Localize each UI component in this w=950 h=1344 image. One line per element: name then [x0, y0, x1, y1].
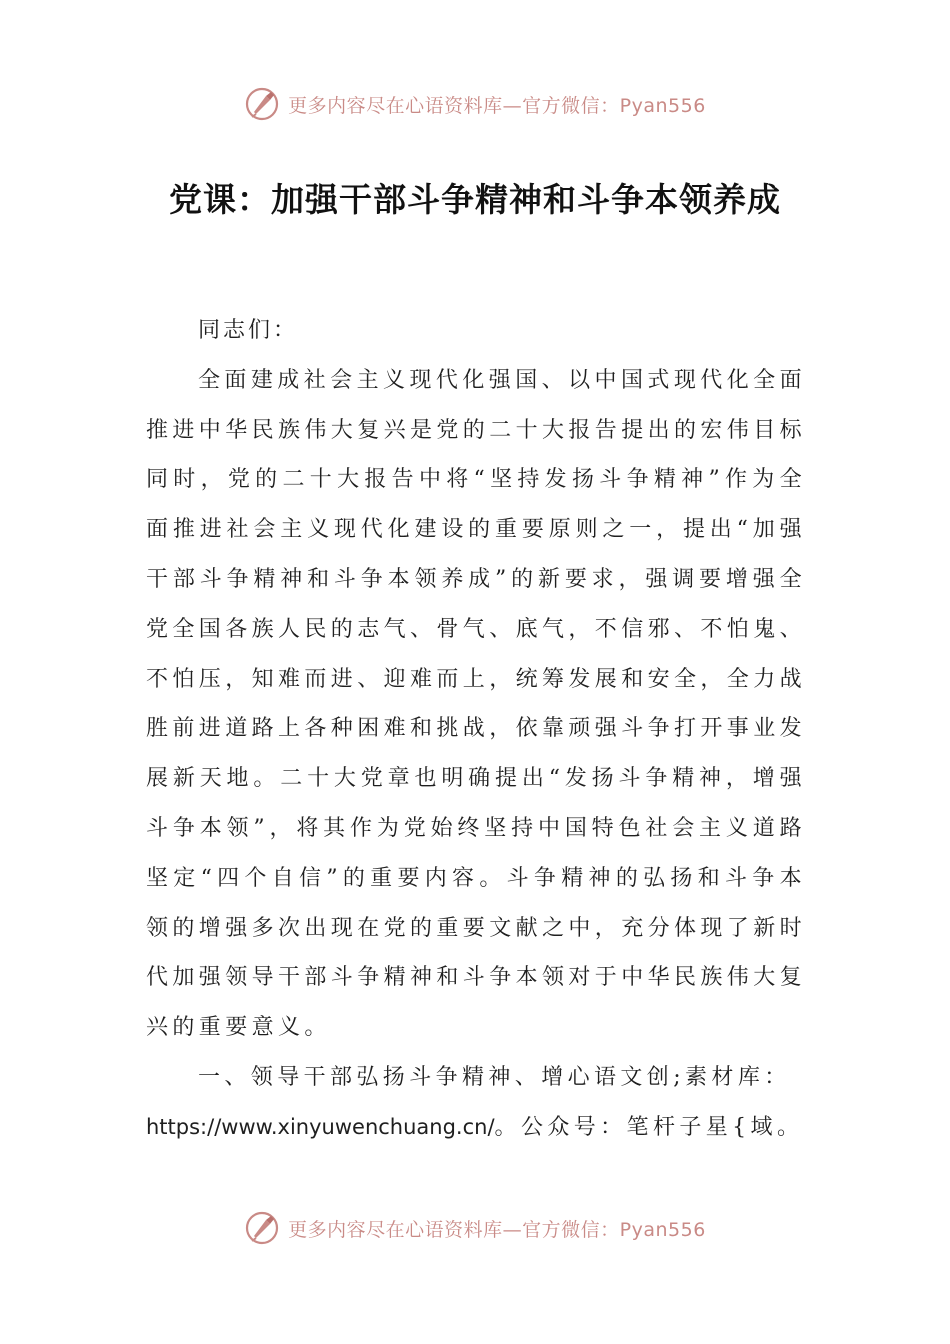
- document-body: [146, 306, 806, 1153]
- website-link[interactable]: https://www.xinyuwenchuang.cn/: [146, 1114, 495, 1139]
- watermark-wechat-id: Pyan556: [619, 94, 706, 117]
- watermark-text: [288, 1215, 706, 1242]
- fountain-pen-nib-icon: [244, 86, 280, 122]
- watermark-text: [288, 91, 706, 118]
- body-paragraph: 全面建成社会主义现代化强国、以中国式现代化全面推进中华民族伟大复兴是党的二十大报告提出的宏伟目标同时，党的二十大报告中将“坚持发扬斗争精神”作为全面推进社会主义现代化建设的重要原则之一，提出“加强干部斗争精神和斗争本领养成”的新要求，强调要增强全党全国各族人民的志气、骨气、底气，不信邪、不怕鬼、不怕压，知难而进、迎难而上，统筹发展和安全，全力战胜前进道路上各种困难和挑战，依靠顽强斗争打开事业发展新天地。二十大党章也明确提出“发扬斗争精神，增强斗争本领”，将其作为党始终坚持中国特色社会主义道路坚定“四个自信”的重要内容。斗争精神的弘扬和斗争本领的增强多次出现在党的重要文献之中，充分体现了新时代加强领导干部斗争精神和斗争本领对于中华民族伟大复兴的重要意义。: [146, 367, 807, 1041]
- header-watermark: [0, 84, 950, 124]
- fountain-pen-nib-icon: [244, 1210, 280, 1246]
- watermark-wechat-id: Pyan556: [619, 1218, 706, 1241]
- watermark-prefix: 更多内容尽在心语资料库—官方微信：: [288, 94, 620, 117]
- greeting: 同志们：: [198, 318, 299, 343]
- url-line: [146, 1103, 806, 1153]
- document-title: 党课：加强干部斗争精神和斗争本领养成: [169, 180, 781, 219]
- section-heading: 一、领导干部弘扬斗争精神、增心语文创;素材库：: [198, 1064, 791, 1090]
- watermark-prefix: 更多内容尽在心语资料库—官方微信：: [288, 1218, 620, 1241]
- footer-watermark: [0, 1208, 950, 1248]
- url-suffix: 。公众号：笔杆子星{域。: [494, 1114, 804, 1140]
